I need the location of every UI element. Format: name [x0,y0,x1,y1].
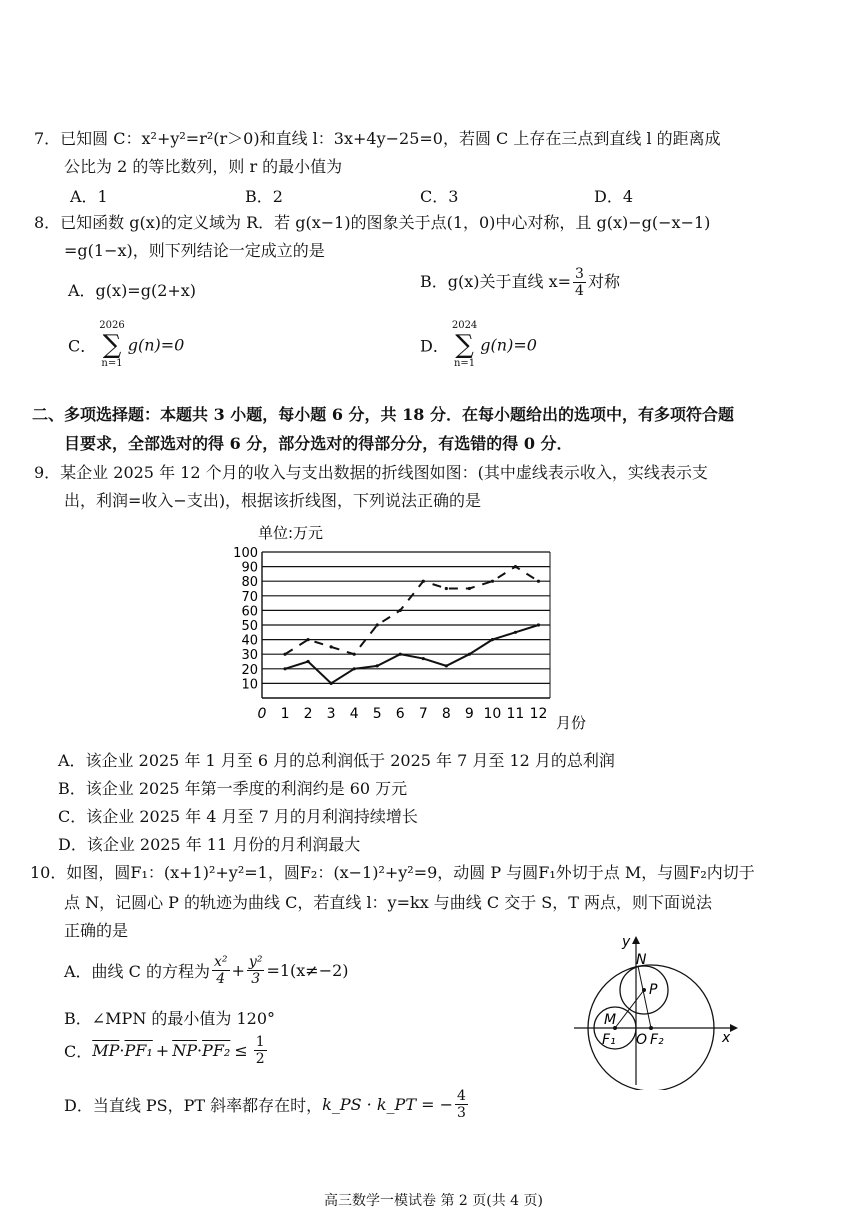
q10-option-c-den: 2 [255,1051,265,1067]
expense-data-point [399,653,402,656]
q10-option-c-vector-np: $\overline{NP}$ [172,1041,197,1060]
q8-option-d-sum [452,320,477,370]
q10-option-a [64,954,349,987]
q10-option-d [64,1088,470,1121]
q10-stem-line2: 点 N，记圆心 P 的轨迹为曲线 C，若直线 l：y=kx 与曲线 C 交于 S，T 两点，则下面说法 [64,893,713,912]
q10-option-c-vector-pf2: PF₂ [202,1041,231,1060]
q10-option-d-num: 4 [456,1088,466,1104]
income-data-point [468,587,471,590]
chart-x-ticks [258,706,548,722]
income-data-point [514,565,517,568]
expense-data-point [445,664,448,667]
label-y: y [622,934,631,950]
q8-stem-line1: 8．已知函数 g(x)的定义域为 R．若 g(x−1)的图象关于点(1，0)中心对称，且 g(x)−g(−x−1) [34,213,711,232]
chart-x-tick-label: 6 [395,706,405,722]
income-data-point [445,587,448,590]
q10-option-a-f2-num: y² [248,954,263,970]
q9-option-a: A．该企业 2025 年 1 月至 6 月的总利润低于 2025 年 7 月至 12 月的总利润 [58,751,615,770]
q8-option-b-fraction [573,266,586,299]
q9-option-c: C．该企业 2025 年 4 月至 7 月的月利润持续增长 [58,807,418,826]
q10-circle-figure [570,930,750,1090]
chart-y-tick-label: 40 [241,633,258,649]
chart-x-tick-label: 9 [464,706,474,722]
q8-option-c-prefix: C． [68,336,97,356]
chart-x-tick-label: 10 [483,706,502,722]
q10-option-c-vector-mp: $\overline{MP}$ [92,1041,120,1060]
q10-option-c-vector-pf1: PF₁ [124,1041,153,1060]
q8-option-c-lower: n=1 [101,358,123,369]
q8-option-c-upper: 2026 [99,320,125,331]
chart-y-tick-label: 80 [241,575,258,591]
chart-y-tick-label: 90 [241,560,258,576]
q10-option-a-f1-num: x² [213,954,228,970]
y-axis-arrow-icon [632,936,640,944]
label-f1: F₁ [602,1032,616,1048]
chart-y-tick-label: 60 [241,604,258,620]
segment-f1-p [615,990,644,1028]
chart-x-tick-label: 5 [372,706,382,722]
sigma-icon: ∑ [455,330,474,360]
q10-option-c-prefix: C． [64,1042,93,1061]
q8-option-d-prefix: D． [420,336,449,356]
q9-stem-line1: 9．某企业 2025 年 12 个月的收入与支出数据的折线图如图：(其中虚线表示收入，实线表示支 [34,463,708,482]
q9-stem-line2: 出，利润=收入−支出)，根据该折线图，下列说法正确的是 [64,491,482,510]
expense-data-point [330,682,333,685]
chart-x-tick-label: 7 [418,706,428,722]
q10-option-c-dot1: · [119,1041,125,1060]
income-data-point [353,653,356,656]
income-data-point [283,653,286,656]
q8-option-c-expr: g(n)=0 [127,335,185,355]
chart-x-label: 月份 [556,714,587,732]
q10-option-a-suffix: =1(x≠−2) [266,961,349,980]
page-footer: 高三数学一模试卷 第 2 页(共 4 页) [324,1193,543,1209]
q8-option-c [68,320,184,370]
chart-x-tick-label: 8 [441,706,451,722]
expense-data-point [306,660,309,663]
q8-option-d-lower: n=1 [453,358,476,369]
q10-option-c [64,1034,269,1067]
expense-data-point [376,664,379,667]
q8-option-d [420,320,537,370]
x-axis-arrow-icon [730,1024,738,1032]
point-f2 [649,1026,653,1030]
chart-x-tick-label: 4 [349,706,359,722]
q8-option-b-denominator: 4 [575,283,584,299]
chart-y-tick-label: 30 [241,648,258,664]
q7-stem-line2: 公比为 2 的等比数列，则 r 的最小值为 [64,157,343,176]
q10-option-a-prefix: A．曲线 C 的方程为 [64,962,210,981]
q10-stem-line3: 正确的是 [64,921,129,940]
income-data-point [306,638,309,641]
label-m: M [604,1012,617,1028]
q10-option-c-plus: + [155,1041,170,1060]
chart-x-tick-label: 2 [303,706,313,722]
expense-data-point [491,638,494,641]
chart-y-tick-label: 20 [241,662,258,678]
q10-option-c-fraction [254,1034,267,1067]
q8-option-b-prefix: B．g(x)关于直线 x= [420,272,572,291]
q10-option-d-prefix: D．当直线 PS，PT 斜率都存在时， [64,1096,323,1115]
income-data-point [491,580,494,583]
q10-option-c-dot2: · [196,1041,203,1060]
label-n: N [636,952,647,968]
q10-option-c-num: 1 [255,1034,265,1050]
q9-option-b: B．该企业 2025 年第一季度的利润约是 60 万元 [58,779,408,798]
q10-option-a-f2-den: 3 [251,971,261,987]
q10-option-d-fraction [455,1088,468,1121]
q9-option-d: D．该企业 2025 年 11 月份的月利润最大 [58,835,361,854]
q8-option-a: A．g(x)=g(2+x) [68,281,197,300]
chart-x-tick-label: 1 [280,706,290,722]
q7-option-a: A．1 [70,187,108,206]
label-p: P [649,982,658,998]
q10-stem-line1: 10．如图，圆F₁：(x+1)²+y²=1，圆F₂：(x−1)²+y²=9，动圆 P 与圆F₁外切于点 M，与圆F₂内切于 [30,863,755,882]
q10-option-d-den: 3 [456,1105,466,1121]
expense-data-point [514,631,517,634]
income-data-point [330,645,333,648]
chart-y-tick-label: 10 [241,677,258,693]
section2-heading-line1: 二、多项选择题：本题共 3 小题，每小题 6 分，共 18 分．在每小题给出的选项中，有多项符合题 [32,405,734,424]
q8-option-d-upper: 2024 [451,320,478,331]
expense-data-point [537,623,540,626]
label-x: x [722,1030,731,1046]
chart-x-tick-label: 3 [326,706,336,722]
chart-x-tick-label: 11 [506,706,525,722]
sigma-icon: ∑ [102,330,122,360]
label-o: O [636,1032,648,1048]
chart-y-tick-label: 70 [241,589,258,605]
chart-x-tick-label: 0 [257,706,267,722]
q10-option-b: B．∠MPN 的最小值为 120° [64,1009,276,1028]
q8-option-d-expr: g(n)=0 [480,335,537,355]
chart-y-tick-label: 50 [241,619,258,634]
q7-stem-line1: 7．已知圆 C：x²+y²=r²(r＞0)和直线 l：3x+4y−25=0，若圆 C 上存在三点到直线 l 的距离成 [34,129,721,148]
chart-y-tick-label: 100 [233,546,258,561]
label-f2: F₂ [650,1032,664,1048]
income-data-point [422,580,425,583]
chart-grid [262,552,550,698]
q10-option-c-le: ≤ [234,1041,248,1060]
section2-heading-line2: 目要求，全部选对的得 6 分，部分选对的得部分分，有选错的得 0 分． [64,434,573,453]
income-data-point [376,623,379,626]
expense-data-point [468,653,471,656]
chart-title: 单位:万元 [258,524,324,542]
q8-stem-line2: =g(1−x)，则下列结论一定成立的是 [64,241,325,260]
q9-line-chart [210,518,610,740]
income-data-point [537,580,540,583]
q7-option-b: B．2 [245,187,283,206]
q10-option-a-fraction1 [212,954,230,987]
q8-option-c-sum [99,320,124,370]
expense-data-point [283,667,286,670]
q10-option-a-f1-den: 4 [216,971,226,987]
point-p [642,988,646,992]
q8-option-b-numerator: 3 [575,266,584,282]
chart-x-tick-label: 12 [529,706,548,722]
q7-option-c: C．3 [420,187,459,206]
q7-option-d: D．4 [594,187,634,206]
expense-data-point [353,667,356,670]
q10-option-a-fraction2 [247,954,265,987]
q8-option-b-suffix: 对称 [587,272,620,291]
q10-option-a-plus: + [231,961,245,980]
q10-option-d-expr: k_PS · k_PT = − [322,1095,453,1114]
q8-option-b [420,266,620,299]
income-data-point [399,609,402,612]
chart-y-ticks [233,546,258,692]
expense-data-point [422,657,425,660]
